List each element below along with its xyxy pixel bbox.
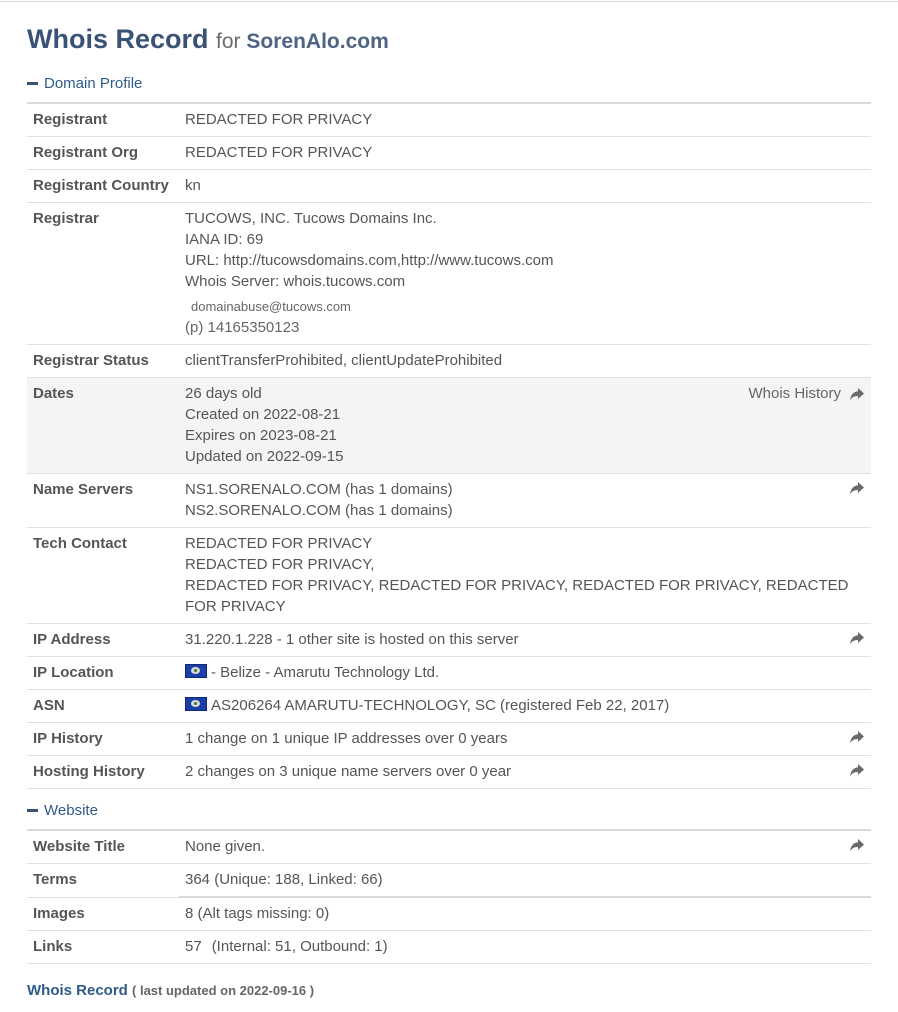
row-asn — [27, 690, 871, 723]
row-links — [27, 931, 871, 964]
website-section-label[interactable]: Website — [44, 802, 98, 819]
domain-profile-table — [27, 104, 871, 789]
links-count: 57 — [185, 938, 202, 955]
ip-history-cell — [179, 723, 871, 756]
row-tech-contact — [27, 528, 871, 624]
tech-contact-value — [179, 528, 871, 624]
share-arrow-icon[interactable] — [849, 729, 865, 745]
share-arrow-icon[interactable] — [849, 762, 865, 778]
hosting-history-cell — [179, 756, 871, 789]
registrant-org-label: Registrant Org — [27, 137, 179, 170]
row-registrant — [27, 104, 871, 137]
row-terms — [27, 864, 871, 898]
website-table — [27, 831, 871, 964]
row-ip-history — [27, 723, 871, 756]
registrar-status-value: clientTransferProhibited, clientUpdateProhibited — [179, 345, 871, 378]
tech-contact-line-3: REDACTED FOR PRIVACY, REDACTED FOR PRIVACY, REDACTED FOR PRIVACY, REDACTED FOR PRIVACY — [185, 577, 849, 615]
tech-contact-label: Tech Contact — [27, 528, 179, 624]
row-images — [27, 897, 871, 931]
registrar-url: URL: http://tucowsdomains.com,http://www.tucows.com — [185, 252, 554, 269]
registrar-name: TUCOWS, INC. Tucows Domains Inc. — [185, 210, 437, 227]
ip-location-cell — [179, 657, 871, 690]
dates-value — [179, 378, 871, 474]
registrant-country-label: Registrant Country — [27, 170, 179, 203]
belize-flag-icon — [185, 697, 207, 711]
belize-flag-icon — [185, 664, 207, 678]
terms-label: Terms — [27, 864, 179, 898]
links-cell — [179, 931, 871, 964]
collapse-minus-icon[interactable] — [27, 809, 38, 812]
row-hosting-history — [27, 756, 871, 789]
ip-history-label: IP History — [27, 723, 179, 756]
footer-updated: ( last updated on 2022-09-16 ) — [132, 983, 315, 998]
ip-location-label: IP Location — [27, 657, 179, 690]
footer — [27, 982, 871, 999]
share-arrow-icon[interactable] — [849, 630, 865, 646]
row-registrant-country — [27, 170, 871, 203]
page-title — [27, 22, 871, 56]
domain-profile-toggle[interactable] — [27, 74, 871, 104]
top-border — [0, 1, 898, 2]
links-detail: (Internal: 51, Outbound: 1) — [211, 938, 388, 955]
images-value: 8 (Alt tags missing: 0) — [179, 897, 871, 931]
row-ip-address — [27, 624, 871, 657]
collapse-minus-icon[interactable] — [27, 82, 38, 85]
terms-value: 364 (Unique: 188, Linked: 66) — [179, 864, 871, 898]
registrar-phone — [185, 317, 865, 338]
row-registrar — [27, 203, 871, 345]
row-registrant-org — [27, 137, 871, 170]
tech-contact-line-2: REDACTED FOR PRIVACY, — [185, 556, 375, 573]
website-title-label: Website Title — [27, 831, 179, 864]
dates-updated: Updated on 2022-09-15 — [185, 448, 344, 465]
registrar-email: domainabuse@tucows.com — [191, 299, 351, 314]
name-server-2: NS2.SORENALO.COM (has 1 domains) — [185, 502, 453, 519]
asn-cell — [179, 690, 871, 723]
ip-address-value: 31.220.1.228 - 1 other site is hosted on this server — [185, 631, 519, 648]
name-server-1: NS1.SORENALO.COM (has 1 domains) — [185, 481, 453, 498]
page-title-main: Whois Record — [27, 24, 209, 54]
registrant-label: Registrant — [27, 104, 179, 137]
share-arrow-icon[interactable] — [849, 837, 865, 853]
registrant-value: REDACTED FOR PRIVACY — [179, 104, 871, 137]
asn-label: ASN — [27, 690, 179, 723]
registrar-value — [179, 203, 871, 345]
registrar-label: Registrar — [27, 203, 179, 345]
dates-age: 26 days old — [185, 385, 262, 402]
name-servers-value — [179, 474, 871, 528]
ip-address-cell — [179, 624, 871, 657]
row-dates — [27, 378, 871, 474]
domain-name: SorenAlo.com — [246, 30, 389, 53]
for-word: for — [216, 30, 241, 53]
row-name-servers — [27, 474, 871, 528]
dates-label: Dates — [27, 378, 179, 474]
website-title-value: None given. — [185, 838, 266, 855]
hosting-history-label: Hosting History — [27, 756, 179, 789]
ip-address-label: IP Address — [27, 624, 179, 657]
domain-profile-label[interactable]: Domain Profile — [44, 75, 143, 92]
whois-page — [27, 22, 871, 999]
phone-number: 14165350123 — [207, 319, 300, 336]
name-servers-label: Name Servers — [27, 474, 179, 528]
registrar-whois-server: Whois Server: whois.tucows.com — [185, 273, 406, 290]
registrant-country-value: kn — [179, 170, 871, 203]
dates-created: Created on 2022-08-21 — [185, 406, 341, 423]
images-label: Images — [27, 897, 179, 931]
row-website-title — [27, 831, 871, 864]
website-title-cell — [179, 831, 871, 864]
ip-location-value: - Belize - Amarutu Technology Ltd. — [211, 664, 440, 681]
row-registrar-status — [27, 345, 871, 378]
hosting-history-value: 2 changes on 3 unique name servers over 0 year — [185, 763, 512, 780]
share-arrow-icon[interactable] — [849, 386, 865, 402]
website-toggle[interactable] — [27, 801, 871, 831]
whois-history-link[interactable] — [748, 383, 865, 404]
ip-history-value: 1 change on 1 unique IP addresses over 0 years — [185, 730, 508, 747]
footer-title[interactable]: Whois Record — [27, 982, 128, 999]
registrar-iana: IANA ID: 69 — [185, 231, 264, 248]
whois-history-label[interactable]: Whois History — [748, 385, 841, 402]
registrar-status-label: Registrar Status — [27, 345, 179, 378]
links-label: Links — [27, 931, 179, 964]
registrant-org-value: REDACTED FOR PRIVACY — [179, 137, 871, 170]
tech-contact-line-1: REDACTED FOR PRIVACY — [185, 535, 373, 552]
share-arrow-icon[interactable] — [849, 480, 865, 496]
asn-value: AS206264 AMARUTU-TECHNOLOGY, SC (registered Feb 22, 2017) — [211, 697, 670, 714]
row-ip-location — [27, 657, 871, 690]
dates-expires: Expires on 2023-08-21 — [185, 427, 337, 444]
phone-prefix: (p) — [185, 319, 204, 336]
page-title-for — [216, 30, 389, 53]
